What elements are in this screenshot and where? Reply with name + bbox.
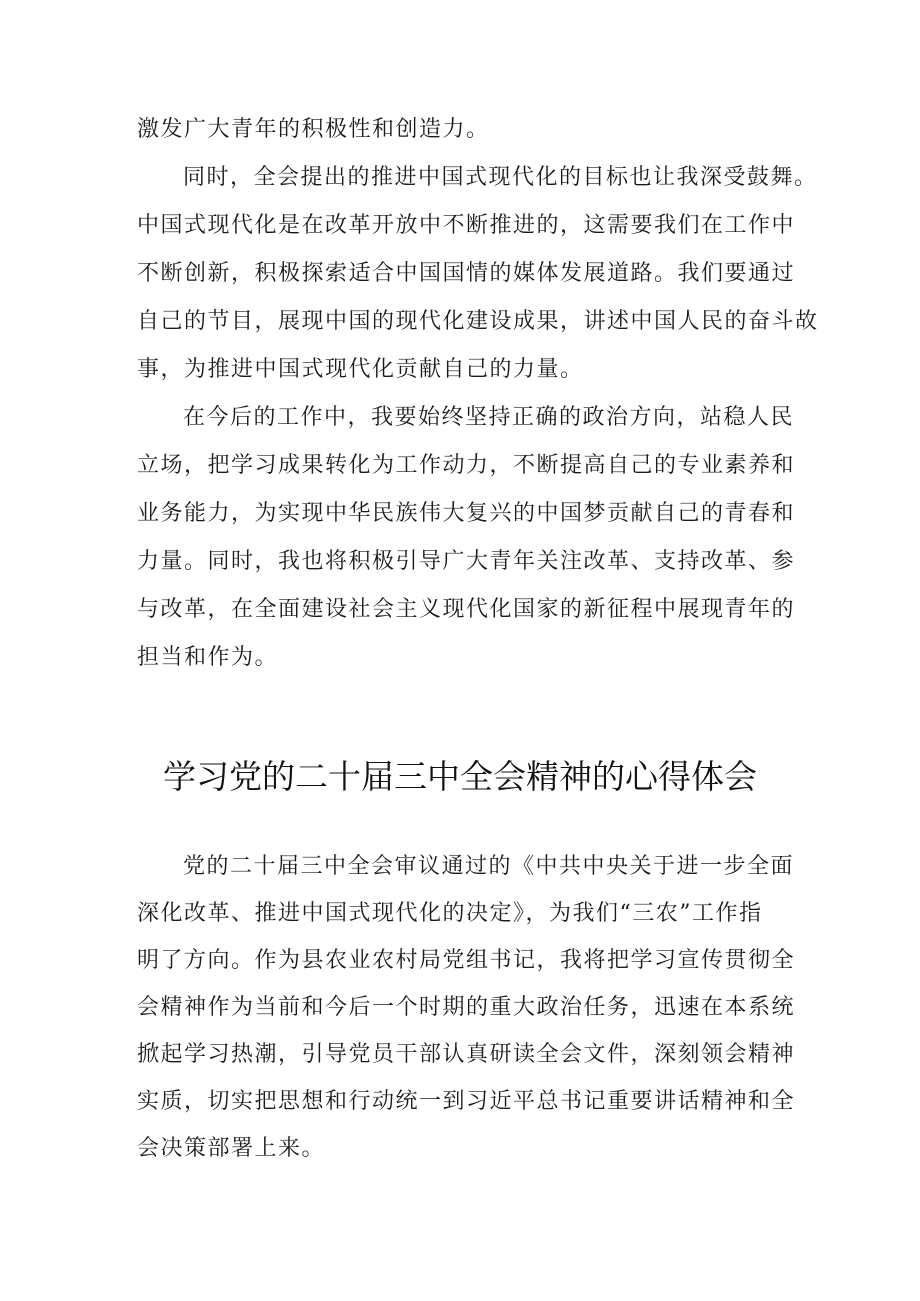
- paragraph-line: 会精神作为当前和今后一个时期的重大政治任务，迅速在本系统: [137, 995, 796, 1020]
- paragraph-line: 深化改革、推进中国式现代化的决定》，为我们“三农”工作指: [137, 901, 763, 926]
- paragraph-line: 业务能力，为实现中华民族伟大复兴的中国梦贡献自己的青春和: [137, 501, 796, 526]
- paragraph-line: 担当和作为。: [137, 645, 279, 670]
- paragraph-line: 掀起学习热潮，引导党员干部认真研读全会文件，深刻领会精神: [137, 1042, 796, 1067]
- paragraph-line: 事，为推进中国式现代化贡献自己的力量。: [137, 357, 584, 382]
- paragraph-line: 激发广大青年的积极性和创造力。: [137, 117, 490, 142]
- paragraph-line: 中国式现代化是在改革开放中不断推进的，这需要我们在工作中: [137, 213, 796, 238]
- paragraph-line: 不断创新，积极探索适合中国国情的媒体发展道路。我们要通过: [137, 261, 796, 286]
- paragraph-line: 自己的节目，展现中国的现代化建设成果，讲述中国人民的奋斗故: [137, 309, 819, 334]
- paragraph-line: 会决策部署上来。: [137, 1136, 326, 1161]
- paragraph-line: 同时，全会提出的推进中国式现代化的目标也让我深受鼓舞。: [183, 165, 818, 190]
- paragraph-line: 力量。同时，我也将积极引导广大青年关注改革、支持改革、参: [137, 549, 796, 574]
- paragraph-line: 在今后的工作中，我要始终坚持正确的政治方向，站稳人民: [183, 405, 795, 430]
- document-title: 学习党的二十届三中全会精神的心得体会: [163, 757, 757, 796]
- paragraph-line: 立场，把学习成果转化为工作动力，不断提高自己的专业素养和: [137, 453, 796, 478]
- paragraph-line: 明了方向。作为县农业农村局党组书记，我将把学习宣传贯彻全: [137, 948, 796, 973]
- paragraph-line: 党的二十届三中全会审议通过的《中共中央关于进一步全面: [183, 854, 795, 879]
- paragraph-line: 与改革，在全面建设社会主义现代化国家的新征程中展现青年的: [137, 597, 796, 622]
- paragraph-line: 实质，切实把思想和行动统一到习近平总书记重要讲话精神和全: [137, 1089, 796, 1114]
